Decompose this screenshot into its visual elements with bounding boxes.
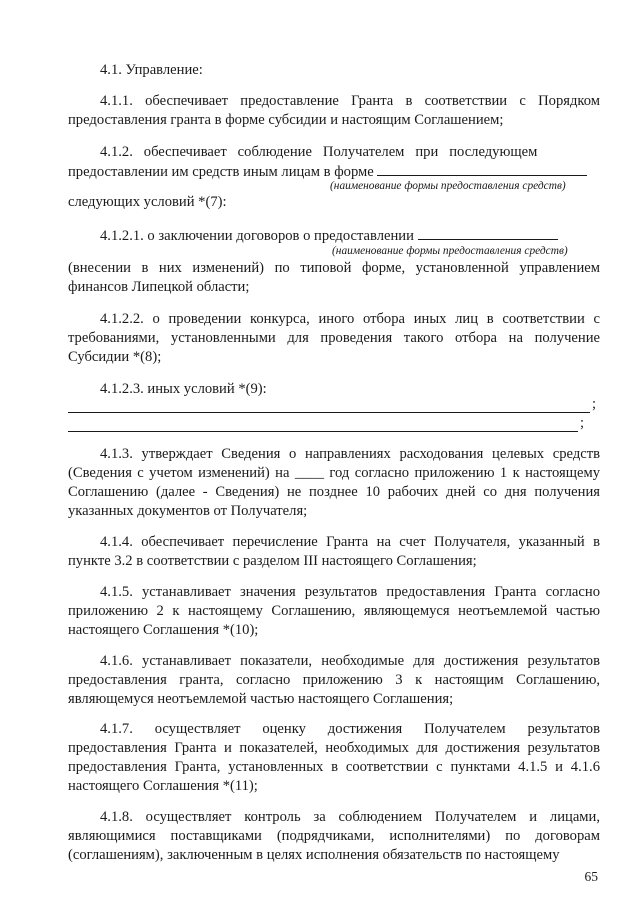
paragraph-4-1-5: 4.1.5. устанавливает значения результатов предоставления Гранта согласно приложению 2 к настоящему Соглашению, являющемуся неотъемлемой частью настоящего Соглашения *(10); [68, 584, 600, 638]
blank-line-1 [68, 412, 590, 413]
semicolon-2: ; [580, 415, 585, 431]
semicolon-1: ; [592, 396, 597, 412]
paragraph-4-1-7: 4.1.7. осуществляет оценку достижения Получателем результатов предоставления Гранта и показателей, необходимых для достижения результатов предоставления Гранта, установленных в соответствии с пунктами 4.1.5 и 4.1.6 настоящего Соглашения *(11); [68, 721, 600, 794]
paragraph-4-1-2-3: 4.1.2.3. иных условий *(9): [100, 381, 267, 397]
paragraph-4-1-2-1-text: 4.1.2.1. о заключении договоров о предоставлении [100, 228, 414, 244]
paragraph-4-1-2-2: 4.1.2.2. о проведении конкурса, иного отбора иных лиц в соответствии с требованиями, установленными для проведения такого отбора на получение Субсидии *(8); [68, 311, 600, 365]
hint-form-of-funds: (наименование формы предоставления средств) [330, 180, 566, 192]
paragraph-4-1-2-line3: следующих условий *(7): [68, 194, 227, 210]
paragraph-4-1-6: 4.1.6. устанавливает показатели, необходимые для достижения результатов предоставления гранта, согласно приложению 3 к настоящим Соглашению, являющемуся неотъемлемой частью настоящего Соглашения; [68, 653, 600, 707]
paragraph-4-1-2-1-rest: (внесении в них изменений) по типовой форме, установленной управлением финансов Липецкой области; [68, 260, 600, 295]
paragraph-4-1-1: 4.1.1. обеспечивает предоставление Гранта в соответствии с Порядком предоставления гранта в форме субсидии и настоящим Соглашением; [68, 93, 600, 128]
paragraph-4-1-8: 4.1.8. осуществляет контроль за соблюдением Получателем и лицами, являющимися поставщиками (подрядчиками, исполнителями) по договорам (соглашениям), заключенным в целях исполнения обязательств по настоящему [68, 809, 600, 863]
blank-line-2 [68, 431, 578, 432]
paragraph-4-1-2-line2 [68, 162, 600, 182]
contract-form-blank [418, 226, 558, 240]
paragraph-4-1-4: 4.1.4. обеспечивает перечисление Гранта на счет Получателя, указанный в пункте 3.2 в соответствии с разделом III настоящего Соглашения; [68, 534, 600, 569]
paragraph-4-1: 4.1. Управление: [100, 62, 203, 78]
form-blank [377, 162, 587, 176]
paragraph-4-1-2-1-line1 [68, 226, 600, 246]
hint-contract-form: (наименование формы предоставления средств) [332, 245, 568, 257]
page-number: 65 [584, 869, 598, 884]
paragraph-4-1-2-text: предоставлении им средств иным лицам в форме [68, 164, 374, 180]
paragraph-4-1-2-line1: 4.1.2. обеспечивает соблюдение Получателем при последующем [100, 144, 538, 160]
paragraph-4-1-3: 4.1.3. утверждает Сведения о направлениях расходования целевых средств (Сведения с учетом изменений) на ____ год согласно приложению 1 к настоящему Соглашению (далее - Сведения) не позднее 10 рабочих дней со дня получения указанных документов от Получателя; [68, 446, 600, 519]
